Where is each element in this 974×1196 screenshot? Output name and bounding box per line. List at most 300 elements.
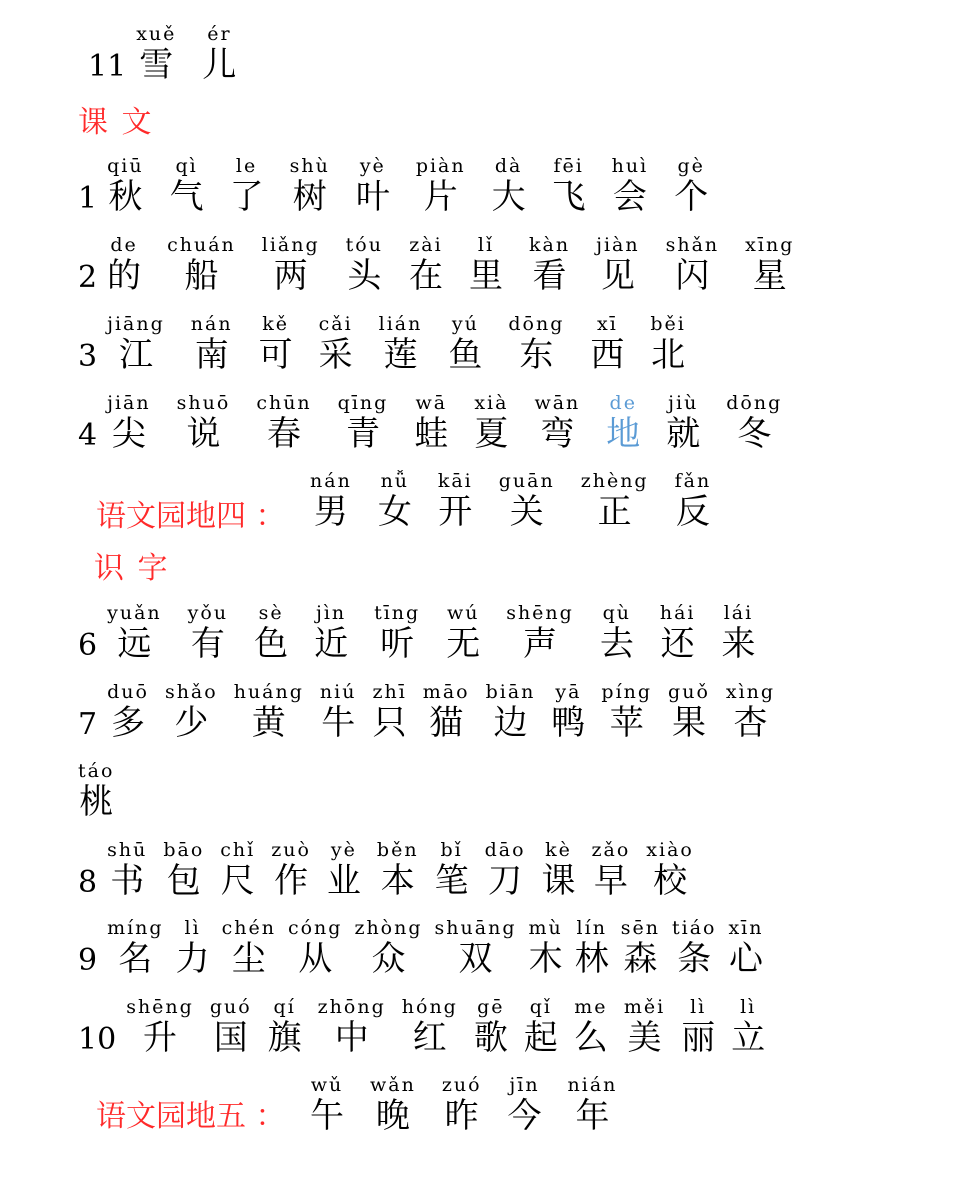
pinyin: zhī — [372, 681, 407, 703]
pinyin: dōng — [508, 313, 565, 335]
hanzi: 立 — [731, 1018, 766, 1058]
char-cell — [107, 682, 149, 742]
hanzi: 里 — [468, 256, 503, 296]
char-cell — [485, 840, 526, 900]
char-cell — [581, 471, 649, 531]
hanzi: 雪 — [139, 45, 174, 85]
char-cell — [220, 840, 255, 900]
pinyin: xī — [596, 313, 618, 335]
hanzi: 杏 — [733, 703, 768, 743]
pinyin: tīng — [374, 602, 421, 624]
hanzi: 采 — [318, 335, 353, 375]
pinyin: jiān — [107, 392, 151, 414]
char-cell — [574, 997, 608, 1057]
line-chars — [107, 156, 734, 216]
char-cell — [230, 156, 264, 216]
hanzi: 鸭 — [551, 703, 586, 743]
char-cell — [374, 603, 420, 663]
pinyin: měi — [623, 996, 666, 1018]
pinyin: lái — [723, 602, 754, 624]
hanzi: 木 — [528, 939, 563, 979]
char-cell — [271, 840, 311, 900]
pinyin: bāo — [163, 839, 205, 861]
char-cell — [107, 840, 147, 900]
pinyin: le — [235, 155, 258, 177]
section-heading-shizi: 识 字 — [94, 551, 170, 586]
hanzi: 年 — [575, 1096, 610, 1136]
pinyin: lì — [690, 996, 707, 1018]
line-chars — [126, 997, 781, 1057]
char-cell — [170, 156, 204, 216]
pinyin: dōng — [726, 392, 783, 414]
hanzi: 开 — [438, 492, 473, 532]
pinyin: me — [574, 996, 608, 1018]
char-cell — [259, 314, 293, 374]
hanzi: 么 — [573, 1018, 608, 1058]
pinyin: yè — [359, 155, 386, 177]
pinyin: guó — [209, 996, 252, 1018]
char-cell — [314, 603, 348, 663]
char-cell — [320, 682, 357, 742]
hanzi: 地 — [606, 414, 641, 454]
char-cell — [107, 156, 143, 216]
pinyin: jiù — [668, 392, 699, 414]
hanzi: 众 — [371, 939, 406, 979]
char-cell — [474, 997, 508, 1057]
hanzi: 午 — [310, 1096, 344, 1136]
char-cell — [568, 1075, 618, 1135]
hanzi: 还 — [660, 624, 695, 664]
hanzi: 鱼 — [448, 335, 483, 375]
line-number: 1 — [78, 181, 98, 216]
pinyin: niú — [319, 681, 357, 703]
hanzi: 升 — [143, 1018, 177, 1058]
hanzi: 的 — [107, 256, 142, 296]
hanzi: 在 — [408, 256, 443, 296]
pinyin: de — [110, 234, 138, 256]
hanzi: 笔 — [434, 861, 469, 901]
pinyin: zhōng — [317, 996, 386, 1018]
pinyin: qì — [175, 155, 198, 177]
hanzi: 叶 — [355, 177, 390, 217]
hanzi: 江 — [118, 335, 153, 375]
pinyin: jìn — [315, 602, 347, 624]
pinyin: chūn — [256, 392, 312, 414]
char-cell — [508, 314, 564, 374]
pinyin: qiū — [107, 155, 144, 177]
char-cell — [469, 235, 503, 295]
hanzi: 双 — [458, 939, 493, 979]
hanzi: 去 — [599, 624, 634, 664]
char-cell — [492, 156, 526, 216]
char-cell — [310, 471, 352, 531]
pinyin: lì — [740, 996, 757, 1018]
line-chars — [107, 682, 791, 742]
pinyin: xīng — [745, 234, 795, 256]
hanzi: 色 — [254, 624, 289, 664]
char-cell — [721, 603, 755, 663]
hanzi: 了 — [229, 177, 264, 217]
pinyin: chuán — [167, 234, 236, 256]
line-6 — [78, 603, 781, 663]
char-cell — [107, 603, 162, 663]
pinyin: wān — [534, 392, 581, 414]
hanzi: 心 — [728, 939, 763, 979]
pinyin: píng — [601, 681, 653, 703]
line-7-continued — [78, 761, 140, 821]
hanzi: 两 — [273, 256, 308, 296]
pinyin: jiāng — [107, 313, 165, 335]
pinyin: zhèng — [580, 470, 649, 492]
char-cell — [107, 393, 151, 453]
hanzi: 冬 — [737, 414, 772, 454]
char-cell — [646, 840, 694, 900]
hanzi: 莲 — [383, 335, 418, 375]
char-cell — [448, 314, 482, 374]
pinyin: xuě — [136, 23, 177, 45]
hanzi: 会 — [612, 177, 647, 217]
pinyin: de — [609, 392, 637, 414]
line-chars — [107, 918, 775, 978]
hanzi: 说 — [186, 414, 221, 454]
hanzi: 大 — [491, 177, 526, 217]
char-cell — [107, 235, 141, 295]
char-cell — [310, 1075, 344, 1135]
hanzi: 飞 — [551, 177, 586, 217]
hanzi: 正 — [597, 492, 632, 532]
line-3 — [78, 314, 712, 374]
char-cell — [552, 156, 586, 216]
pinyin: guān — [498, 470, 555, 492]
hanzi: 苹 — [609, 703, 644, 743]
hanzi: 来 — [721, 624, 756, 664]
hanzi: 森 — [623, 939, 658, 979]
pinyin: fǎn — [674, 470, 712, 492]
hanzi: 桃 — [79, 782, 114, 822]
hanzi: 可 — [258, 335, 293, 375]
hanzi: 远 — [117, 624, 152, 664]
char-cell — [606, 393, 640, 453]
char-cell — [222, 918, 276, 978]
hanzi: 有 — [190, 624, 225, 664]
line-number: 6 — [78, 628, 98, 663]
pinyin: kè — [545, 839, 572, 861]
hanzi: 听 — [380, 624, 415, 664]
pinyin: tiáo — [671, 917, 717, 939]
section-heading-kewen: 课 文 — [78, 105, 154, 140]
hanzi: 昨 — [444, 1096, 479, 1136]
section-heading-yuwen5: 语文园地五 ： — [96, 1099, 286, 1134]
pinyin: shù — [289, 155, 330, 177]
hanzi: 美 — [627, 1018, 662, 1058]
lesson-title — [88, 24, 262, 84]
hanzi: 旗 — [267, 1018, 302, 1058]
hanzi: 课 — [541, 861, 576, 901]
char-cell — [499, 471, 555, 531]
hanzi: 歌 — [473, 1018, 508, 1058]
char-cell — [660, 603, 696, 663]
pinyin: shēng — [506, 602, 574, 624]
hanzi: 星 — [752, 256, 787, 296]
char-cell — [681, 997, 715, 1057]
char-cell — [202, 24, 236, 84]
hanzi: 气 — [169, 177, 204, 217]
char-cell — [529, 235, 570, 295]
char-cell — [612, 156, 649, 216]
hanzi: 儿 — [202, 45, 237, 85]
hanzi: 名 — [118, 939, 153, 979]
char-cell — [409, 235, 443, 295]
pinyin: zǎo — [591, 839, 631, 861]
lesson-number: 11 — [88, 49, 127, 84]
pinyin: wú — [446, 602, 480, 624]
char-cell — [338, 393, 389, 453]
char-cell — [356, 156, 390, 216]
char-cell — [107, 918, 164, 978]
hanzi: 树 — [292, 177, 327, 217]
pinyin: huì — [611, 155, 649, 177]
pinyin: zuò — [271, 839, 311, 861]
char-cell — [327, 840, 361, 900]
hanzi: 校 — [653, 861, 688, 901]
pinyin: gē — [477, 996, 505, 1018]
char-cell — [666, 235, 720, 295]
pinyin: shǎo — [164, 681, 218, 703]
char-cell — [446, 603, 480, 663]
line-chars — [310, 1075, 643, 1135]
hanzi: 秋 — [108, 177, 143, 217]
line-chars — [107, 235, 820, 295]
char-cell — [290, 156, 330, 216]
pinyin: jīn — [509, 1074, 540, 1096]
hanzi: 从 — [298, 939, 333, 979]
char-cell — [435, 918, 517, 978]
char-cell — [191, 314, 233, 374]
line-yuwen4 — [310, 471, 737, 531]
line-number: 7 — [78, 707, 98, 742]
char-cell — [167, 235, 236, 295]
char-cell — [745, 235, 794, 295]
char-cell — [506, 603, 574, 663]
hanzi: 刀 — [488, 861, 523, 901]
pinyin: qí — [273, 996, 296, 1018]
pinyin: běn — [376, 839, 419, 861]
pinyin: chǐ — [220, 839, 256, 861]
hanzi: 作 — [274, 861, 309, 901]
pinyin: mù — [528, 917, 563, 939]
pinyin: xiào — [646, 839, 694, 861]
line-chars — [107, 603, 781, 663]
hanzi: 闪 — [675, 256, 710, 296]
char-cell — [78, 761, 114, 821]
line-number: 9 — [78, 943, 98, 978]
hanzi: 国 — [213, 1018, 248, 1058]
pinyin: sè — [258, 602, 284, 624]
pinyin: zhòng — [354, 917, 423, 939]
pinyin: qīng — [337, 392, 389, 414]
hanzi: 男 — [313, 492, 348, 532]
hanzi: 蛙 — [414, 414, 449, 454]
pinyin: nán — [310, 470, 352, 492]
char-cell — [377, 840, 419, 900]
pinyin: ér — [207, 23, 232, 45]
pinyin: kě — [262, 313, 289, 335]
hanzi: 夏 — [474, 414, 509, 454]
line-number: 2 — [78, 260, 98, 295]
char-cell — [126, 997, 194, 1057]
hanzi: 东 — [519, 335, 554, 375]
char-cell — [438, 471, 473, 531]
hanzi: 片 — [423, 177, 458, 217]
char-cell — [508, 1075, 542, 1135]
pinyin: kàn — [528, 234, 571, 256]
hanzi: 力 — [175, 939, 210, 979]
pinyin: xià — [474, 392, 509, 414]
char-cell — [621, 918, 660, 978]
char-cell — [534, 393, 580, 453]
char-cell — [601, 682, 652, 742]
pinyin: míng — [107, 917, 164, 939]
hanzi: 书 — [110, 861, 145, 901]
line-number: 10 — [78, 1022, 117, 1057]
char-cell — [254, 603, 288, 663]
char-cell — [675, 471, 712, 531]
pinyin: xīn — [728, 917, 764, 939]
hanzi: 尺 — [220, 861, 255, 901]
char-cell — [666, 393, 700, 453]
char-cell — [288, 918, 342, 978]
line-chars — [78, 761, 140, 821]
char-cell — [474, 393, 508, 453]
pinyin: lì — [184, 917, 201, 939]
char-cell — [590, 314, 624, 374]
pinyin: liǎng — [261, 234, 320, 256]
hanzi: 南 — [194, 335, 229, 375]
char-cell — [136, 24, 176, 84]
char-cell — [442, 1075, 482, 1135]
pinyin: dāo — [484, 839, 526, 861]
pinyin: sēn — [620, 917, 660, 939]
pinyin: nǚ — [380, 470, 410, 492]
pinyin: shū — [107, 839, 148, 861]
line-1 — [78, 156, 734, 216]
char-cell — [177, 393, 231, 453]
pinyin: guǒ — [668, 681, 710, 703]
pinyin: wǎn — [370, 1074, 416, 1096]
char-cell — [379, 314, 423, 374]
char-cell — [650, 314, 685, 374]
hanzi: 少 — [174, 703, 209, 743]
char-cell — [624, 997, 665, 1057]
hanzi: 牛 — [321, 703, 356, 743]
char-cell — [378, 471, 412, 531]
char-cell — [726, 393, 782, 453]
pinyin: zuó — [441, 1074, 482, 1096]
hanzi: 猫 — [429, 703, 464, 743]
char-cell — [672, 918, 716, 978]
hanzi: 林 — [574, 939, 609, 979]
pinyin: wǔ — [310, 1074, 344, 1096]
pinyin: tóu — [345, 234, 383, 256]
char-cell — [319, 314, 353, 374]
line-number: 3 — [78, 339, 98, 374]
pinyin: běi — [650, 313, 686, 335]
line-number: 8 — [78, 865, 98, 900]
pinyin: duō — [107, 681, 149, 703]
pinyin: shǎn — [665, 234, 720, 256]
hanzi: 女 — [377, 492, 412, 532]
line-chars — [107, 314, 712, 374]
hanzi: 包 — [166, 861, 201, 901]
hanzi: 条 — [677, 939, 712, 979]
char-cell — [528, 918, 562, 978]
pinyin: yǒu — [187, 602, 229, 624]
pinyin: cóng — [287, 917, 343, 939]
pinyin: hái — [659, 602, 696, 624]
pinyin: qù — [602, 602, 632, 624]
pinyin: māo — [422, 681, 470, 703]
char-cell — [416, 156, 466, 216]
hanzi: 只 — [372, 703, 407, 743]
char-cell — [402, 997, 458, 1057]
line-2 — [78, 235, 820, 295]
hanzi: 业 — [326, 861, 361, 901]
line-chars — [310, 471, 737, 531]
char-cell — [435, 840, 469, 900]
hanzi: 边 — [493, 703, 528, 743]
hanzi: 春 — [266, 414, 301, 454]
char-cell — [262, 235, 320, 295]
line-yuwen5 — [310, 1075, 643, 1135]
hanzi: 北 — [651, 335, 686, 375]
char-cell — [234, 682, 304, 742]
hanzi: 红 — [412, 1018, 447, 1058]
hanzi: 见 — [600, 256, 635, 296]
line-number: 4 — [78, 418, 98, 453]
pinyin: kāi — [437, 470, 473, 492]
pinyin: yè — [330, 839, 357, 861]
pinyin: lián — [378, 313, 423, 335]
hanzi: 黄 — [251, 703, 286, 743]
pinyin: lǐ — [477, 234, 495, 256]
pinyin: yā — [555, 681, 582, 703]
char-cell — [107, 314, 165, 374]
hanzi: 关 — [509, 492, 544, 532]
char-cell — [731, 997, 765, 1057]
hanzi: 看 — [532, 256, 567, 296]
pinyin: cǎi — [318, 313, 353, 335]
hanzi: 青 — [345, 414, 380, 454]
line-chars — [107, 393, 808, 453]
hanzi: 近 — [314, 624, 349, 664]
pinyin: nián — [567, 1074, 618, 1096]
char-cell — [592, 840, 631, 900]
char-cell — [163, 840, 204, 900]
line-chars — [107, 840, 710, 900]
char-cell — [486, 682, 536, 742]
char-cell — [542, 840, 576, 900]
char-cell — [370, 1075, 416, 1135]
pinyin: dà — [494, 155, 523, 177]
hanzi: 反 — [675, 492, 710, 532]
char-cell — [354, 918, 422, 978]
hanzi: 晚 — [375, 1096, 410, 1136]
hanzi: 中 — [334, 1018, 369, 1058]
pinyin: wā — [415, 392, 448, 414]
char-cell — [423, 682, 470, 742]
hanzi: 起 — [523, 1018, 558, 1058]
char-cell — [551, 682, 585, 742]
